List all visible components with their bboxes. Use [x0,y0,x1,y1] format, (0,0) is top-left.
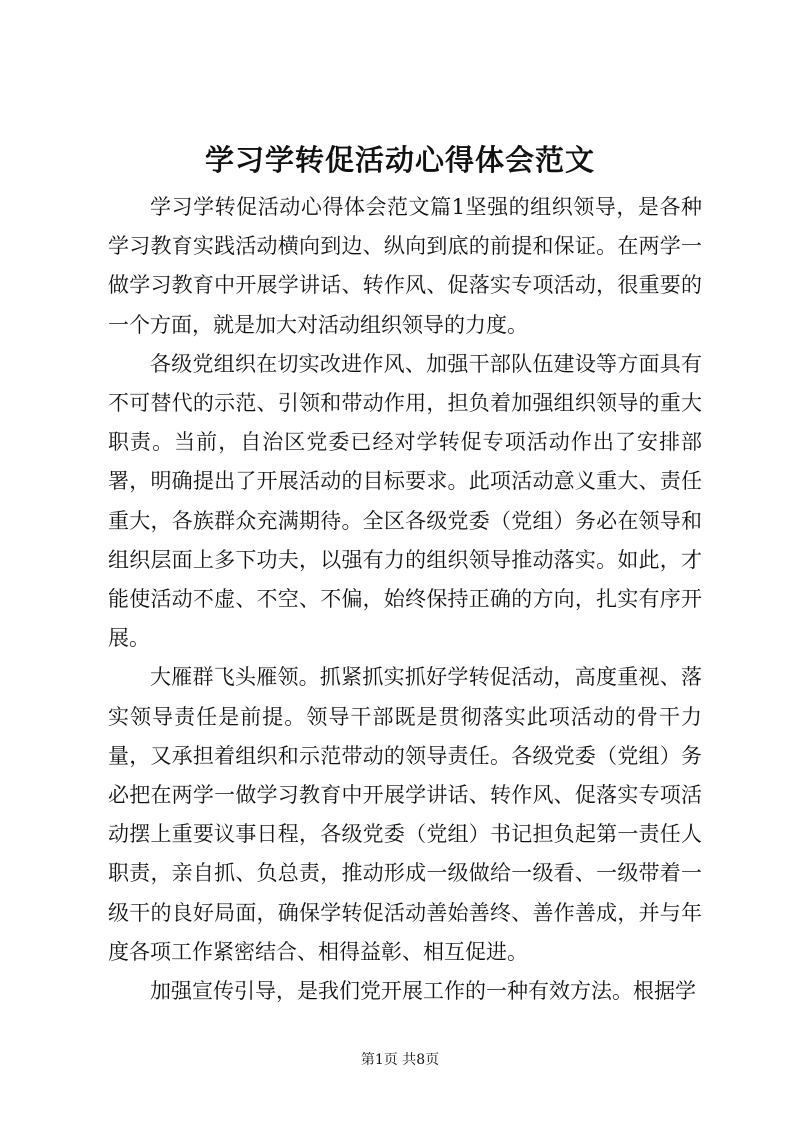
page-title: 学习学转促活动心得体会范文 [204,143,595,177]
paragraph-3: 大雁群飞头雁领。抓紧抓实抓好学转促活动，高度重视、落实领导责任是前提。领导干部既是贯彻落实此项活动的骨干力量，又承担着组织和示范带动的领导责任。各级党委（党组）务必把在两学一做学习教育中开展学讲话、转作风、促落实专项活动摆上重要议事日程，各级党委（党组）书记担负起第一责任人职责，亲自抓、负总责，推动形成一级做给一级看、一级带着一级干的良好局面，确保学转促活动善始善终、善作善成，并与年度各项工作紧密结合、相得益彰、相互促进。 [108,665,702,964]
paragraph-1: 学习学转促活动心得体会范文篇1坚强的组织领导，是各种学习教育实践活动横向到边、纵向到底的前提和保证。在两学一做学习教育中开展学讲话、转作风、促落实专项活动，很重要的一个方面，就是加大对活动组织领导的力度。 [108,195,702,337]
page-number: 第1页 共8页 [360,1052,440,1068]
paragraph-2: 各级党组织在切实改进作风、加强干部队伍建设等方面具有不可替代的示范、引领和带动作用，担负着加强组织领导的重大职责。当前，自治区党委已经对学转促专项活动作出了安排部署，明确提出了开展活动的目标要求。此项活动意义重大、责任重大，各族群众充满期待。全区各级党委（党组）务必在领导和组织层面上多下功夫，以强有力的组织领导推动落实。如此，才能使活动不虚、不空、不偏，始终保持正确的方向，扎实有序开展。 [108,351,702,651]
paragraph-4: 加强宣传引导，是我们党开展工作的一种有效方法。根据学 [150,979,696,1004]
document-body [108,188,702,1011]
